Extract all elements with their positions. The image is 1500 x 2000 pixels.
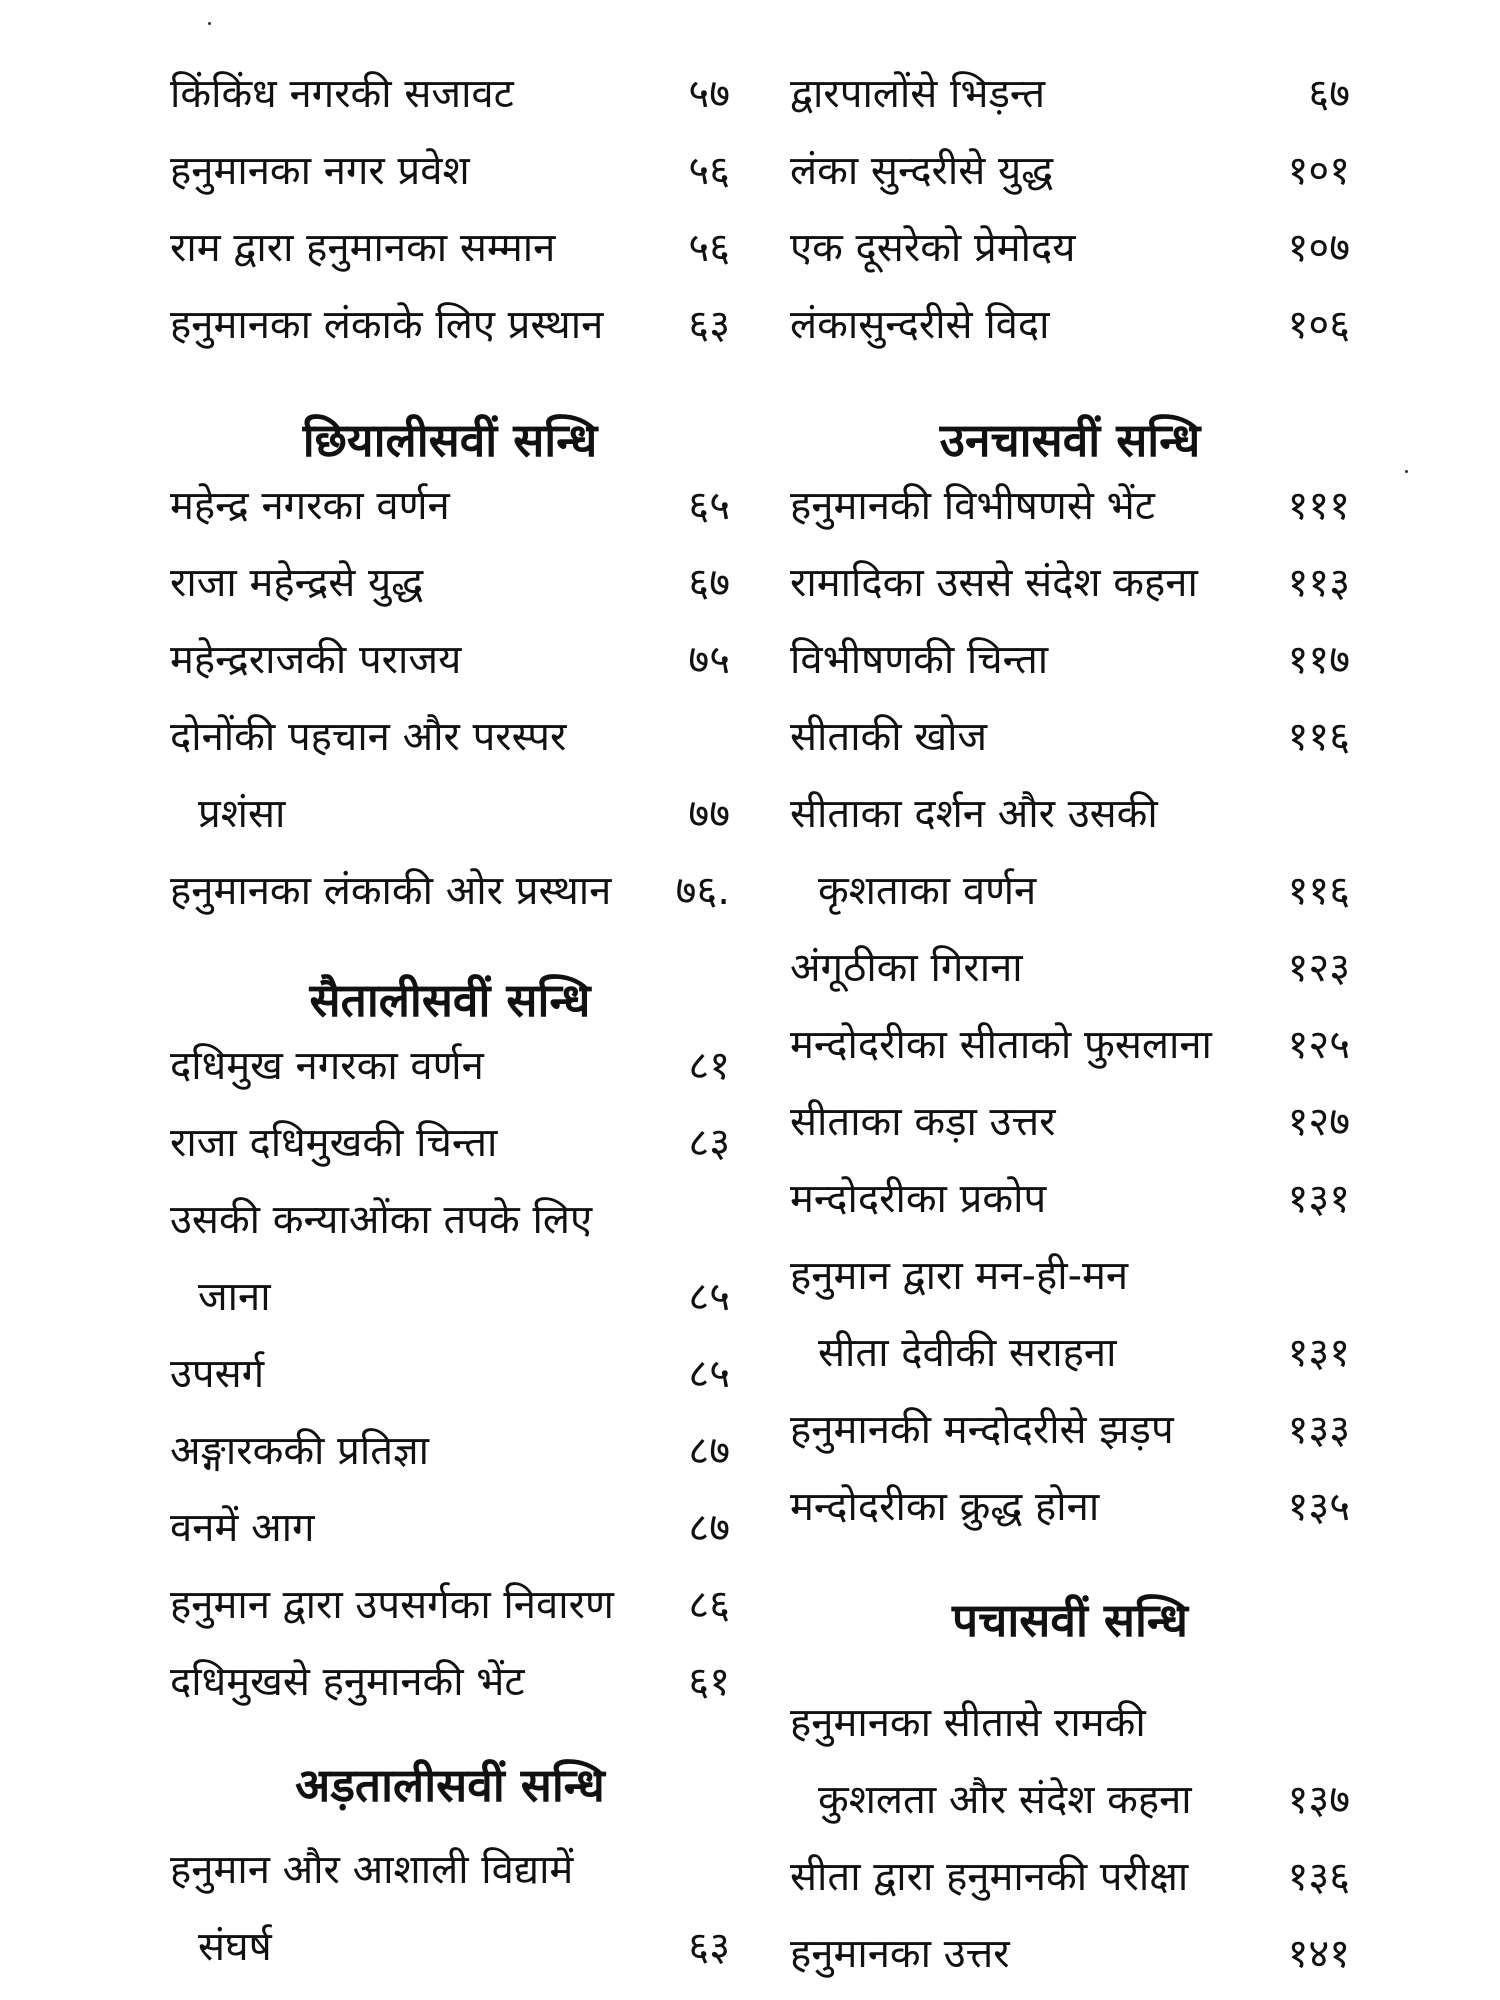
entry-title: हनुमानका उत्तर [790, 1931, 1010, 1977]
toc-entry-continuation [170, 1909, 730, 1985]
page-number: १३३ [1287, 1407, 1350, 1453]
entry-title: हनुमान और आशाली विद्यामें [170, 1847, 574, 1893]
page-number: ११६ [1287, 868, 1350, 914]
toc-entry [790, 133, 1350, 209]
toc-entry [170, 210, 730, 286]
page-number: ८१ [688, 1043, 730, 1089]
page-number: ६३ [688, 1924, 730, 1970]
toc-entry [790, 545, 1350, 621]
page-number: ८३ [688, 1120, 730, 1166]
right-column [790, 0, 1350, 2000]
entry-title: राजा दधिमुखकी चिन्ता [170, 1120, 498, 1166]
entry-title: किंकिंध नगरकी सजावट [170, 71, 514, 117]
page-number: ११७ [1287, 637, 1350, 683]
section-heading: अड़तालीसवीं सन्धि [295, 1758, 605, 1812]
toc-entry [170, 545, 730, 621]
page-number: ८७ [688, 1428, 730, 1474]
toc-entry [170, 287, 730, 363]
page-number: ६१ [688, 1659, 730, 1705]
entry-title: जाना [198, 1274, 271, 1320]
entry-title: द्वारपालोंसे भिड़न्त [790, 71, 1046, 117]
page-number: ७७ [688, 791, 730, 837]
page-number: ११३ [1287, 560, 1350, 606]
page-number: ८७ [688, 1505, 730, 1551]
toc-entry [170, 1105, 730, 1181]
entry-title: हनुमानका लंकाकी ओर प्रस्थान [170, 868, 612, 914]
page-number: १०६ [1287, 302, 1350, 348]
toc-entry [170, 1413, 730, 1489]
toc-entry [790, 1161, 1350, 1237]
page-number: ६७ [1308, 71, 1350, 117]
entry-title: अङ्गारककी प्रतिज्ञा [170, 1428, 430, 1474]
page-number: १४१ [1287, 1931, 1350, 1977]
left-column [170, 0, 730, 2000]
entry-title: हनुमानका सीतासे रामकी [790, 1700, 1146, 1746]
page-number: ८५ [688, 1274, 730, 1320]
toc-entry [790, 210, 1350, 286]
page-number: ५६ [688, 225, 730, 271]
entry-title: लंकासुन्दरीसे विदा [790, 302, 1050, 348]
toc-entry-continuation [170, 776, 730, 852]
page-number: ७५ [688, 637, 730, 683]
page-number: १३५ [1287, 1484, 1350, 1530]
page-number: ८६ [688, 1582, 730, 1628]
page-number: ८५ [688, 1351, 730, 1397]
toc-entry [170, 56, 730, 132]
entry-title: कृशताका वर्णन [818, 868, 1037, 914]
toc-entry [790, 622, 1350, 698]
entry-title: लंका सुन्दरीसे युद्ध [790, 148, 1054, 194]
entry-title: दधिमुख नगरका वर्णन [170, 1043, 484, 1089]
page-number: ७६. [675, 868, 730, 914]
toc-entry [170, 1028, 730, 1104]
entry-title: दोनोंकी पहचान और परस्पर [170, 714, 567, 760]
page-number: ६५ [688, 483, 730, 529]
entry-title: राजा महेन्द्रसे युद्ध [170, 560, 424, 606]
entry-title: महेन्द्र नगरका वर्णन [170, 483, 450, 529]
entry-title: हनुमान द्वारा मन-ही-मन [790, 1253, 1129, 1299]
entry-title: संघर्ष [198, 1924, 272, 1970]
entry-title: हनुमानका लंकाके लिए प्रस्थान [170, 302, 604, 348]
page-number: १२७ [1287, 1099, 1350, 1145]
entry-title: उसकी कन्याओंका तपके लिए [170, 1197, 593, 1243]
toc-entry [790, 1238, 1350, 1314]
page-number: १०७ [1287, 225, 1350, 271]
page-number: १३६ [1287, 1854, 1350, 1900]
toc-entry-continuation [790, 1315, 1350, 1391]
entry-title: सीताका कड़ा उत्तर [790, 1099, 1056, 1145]
entry-title: एक दूसरेको प्रेमोदय [790, 225, 1076, 271]
toc-entry [790, 776, 1350, 852]
speck-mark [1405, 470, 1408, 473]
entry-title: सीता देवीकी सराहना [818, 1330, 1117, 1376]
toc-entry-continuation [790, 853, 1350, 929]
toc-entry [170, 1832, 730, 1908]
toc-entry-continuation [790, 1762, 1350, 1838]
toc-entry [170, 1644, 730, 1720]
entry-title: मन्दोदरीका क्रुद्ध होना [790, 1484, 1100, 1530]
entry-title: राम द्वारा हनुमानका सम्मान [170, 225, 556, 271]
toc-entry [790, 1469, 1350, 1545]
toc-entry [170, 1182, 730, 1258]
toc-entry-continuation [170, 1259, 730, 1335]
section-heading: उनचासवीं सन्धि [939, 413, 1201, 467]
section-heading: सैतालीसवीं सन्धि [309, 973, 591, 1027]
page-number: १२५ [1287, 1022, 1350, 1068]
entry-title: हनुमानका नगर प्रवेश [170, 148, 470, 194]
entry-title: हनुमानकी विभीषणसे भेंट [790, 483, 1155, 529]
page-number: ५७ [688, 71, 730, 117]
entry-title: दधिमुखसे हनुमानकी भेंट [170, 1659, 525, 1705]
toc-entry [170, 622, 730, 698]
toc-entry [170, 1490, 730, 1566]
page-number: ६७ [688, 560, 730, 606]
toc-entry [790, 1392, 1350, 1468]
toc-entry [790, 1839, 1350, 1915]
toc-entry [790, 930, 1350, 1006]
toc-entry [170, 468, 730, 544]
page-number: १३१ [1287, 1330, 1350, 1376]
entry-title: मन्दोदरीका प्रकोप [790, 1176, 1047, 1222]
entry-title: अंगूठीका गिराना [790, 945, 1023, 991]
entry-title: कुशलता और संदेश कहना [818, 1777, 1192, 1823]
page-number: १३१ [1287, 1176, 1350, 1222]
entry-title: सीताकी खोज [790, 714, 988, 760]
speck-mark [208, 22, 211, 25]
toc-entry [170, 1336, 730, 1412]
toc-entry [170, 1567, 730, 1643]
toc-entry [170, 853, 730, 929]
toc-entry [790, 468, 1350, 544]
toc-entry [170, 133, 730, 209]
toc-entry [790, 1685, 1350, 1761]
page-number: ११६ [1287, 714, 1350, 760]
entry-title: वनमें आग [170, 1505, 315, 1551]
toc-entry [790, 1007, 1350, 1083]
entry-title: प्रशंसा [198, 791, 286, 837]
page-number: १११ [1287, 483, 1350, 529]
entry-title: मन्दोदरीका सीताको फुसलाना [790, 1022, 1212, 1068]
entry-title: विभीषणकी चिन्ता [790, 637, 1049, 683]
page-number: ५६ [688, 148, 730, 194]
entry-title: सीताका दर्शन और उसकी [790, 791, 1158, 837]
page-number: १०१ [1287, 148, 1350, 194]
entry-title: हनुमान द्वारा उपसर्गका निवारण [170, 1582, 614, 1628]
entry-title: हनुमानकी मन्दोदरीसे झड़प [790, 1407, 1174, 1453]
toc-entry [170, 699, 730, 775]
entry-title: महेन्द्रराजकी पराजय [170, 637, 462, 683]
section-heading: पचासवीं सन्धि [952, 1593, 1188, 1647]
entry-title: रामादिका उससे संदेश कहना [790, 560, 1198, 606]
page-number: ६३ [688, 302, 730, 348]
page-number: १३७ [1287, 1777, 1350, 1823]
page-number: १२३ [1287, 945, 1350, 991]
entry-title: उपसर्ग [170, 1351, 265, 1397]
entry-title: सीता द्वारा हनुमानकी परीक्षा [790, 1854, 1189, 1900]
toc-entry [790, 287, 1350, 363]
toc-entry [790, 1916, 1350, 1992]
toc-entry [790, 699, 1350, 775]
toc-entry [790, 56, 1350, 132]
toc-entry [790, 1084, 1350, 1160]
section-heading: छियालीसवीं सन्धि [302, 413, 598, 467]
